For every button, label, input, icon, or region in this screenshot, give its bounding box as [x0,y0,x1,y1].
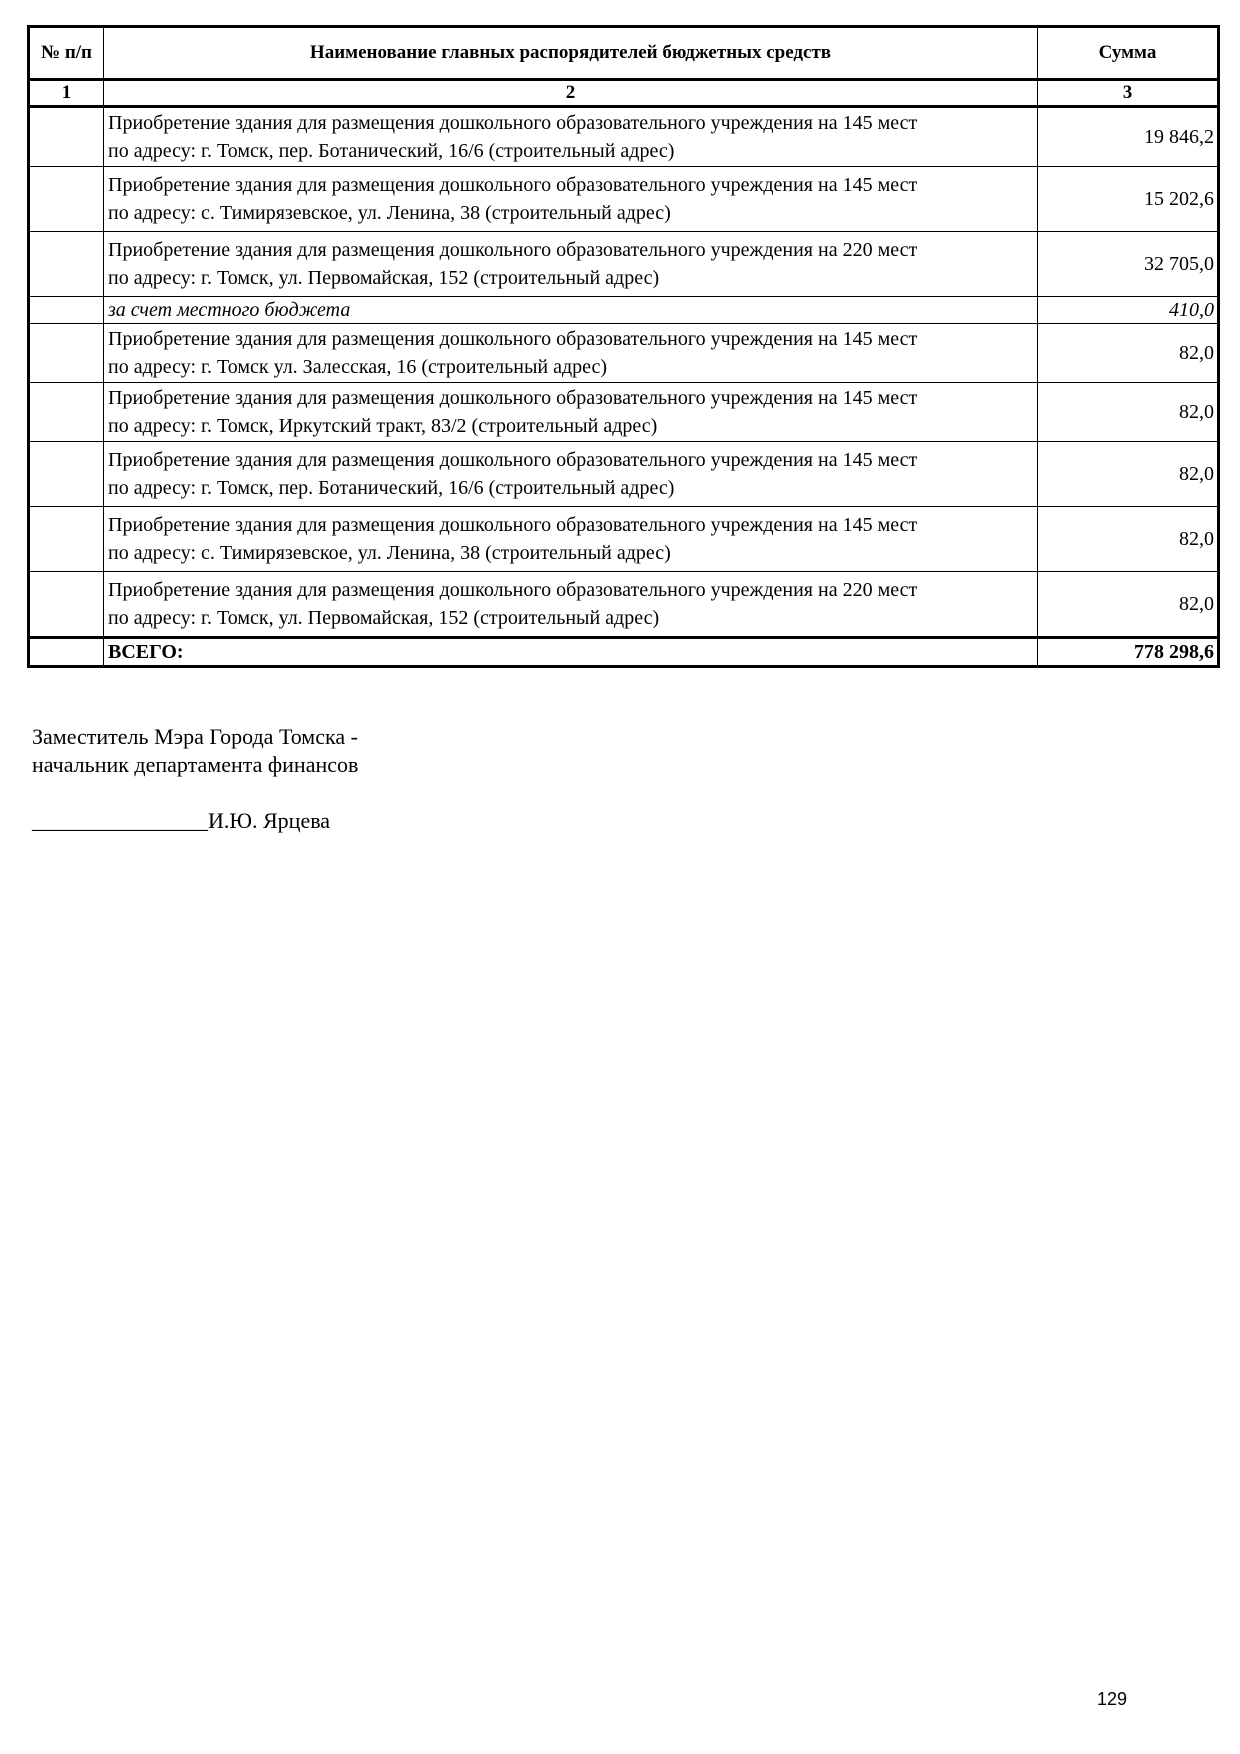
row-sum: 82,0 [1038,572,1219,638]
table-header-row [29,27,1219,80]
row-sum: 82,0 [1038,507,1219,572]
header-number: № п/п [29,27,104,80]
signature-title [32,723,358,779]
row-number [29,232,104,297]
row-name-line1: Приобретение здания для размещения дошкольного образовательного учреждения на 220 мест [108,239,918,261]
signature-title-line1: Заместитель Мэра Города Томска - [32,724,358,749]
page-number: 129 [1097,1689,1128,1709]
row-name [104,383,1038,442]
total-sum: 778 298,6 [1038,638,1219,667]
table-row [29,324,1219,383]
row-name-line1: Приобретение здания для размещения дошкольного образовательного учреждения на 145 мест [108,328,918,350]
row-name-line2: по адресу: г. Томск, пер. Ботанический, 16/6 (строительный адрес) [108,140,675,162]
header-sum: Сумма [1038,27,1219,80]
subtotal-row [29,297,1219,324]
row-sum: 82,0 [1038,324,1219,383]
row-name-line1: Приобретение здания для размещения дошкольного образовательного учреждения на 145 мест [108,387,918,409]
row-sum: 15 202,6 [1038,167,1219,232]
row-number [29,507,104,572]
table-row [29,107,1219,167]
row-name [104,507,1038,572]
row-name-line1: Приобретение здания для размещения дошкольного образовательного учреждения на 145 мест [108,112,918,134]
row-name-line1: Приобретение здания для размещения дошкольного образовательного учреждения на 145 мест [108,174,918,196]
row-name-line2: по адресу: г. Томск, Иркутский тракт, 83/2 (строительный адрес) [108,415,658,437]
row-number [29,383,104,442]
total-label: ВСЕГО: [104,638,1038,667]
row-number [29,167,104,232]
budget-table [27,25,1220,668]
signature-title-line2: начальник департамента финансов [32,752,359,777]
column-number-1: 1 [29,80,104,107]
subtotal-label: за счет местного бюджета [104,297,1038,324]
row-name-line2: по адресу: с. Тимирязевское, ул. Ленина, 38 (строительный адрес) [108,202,671,224]
row-number [29,297,104,324]
row-name [104,572,1038,638]
table-row [29,167,1219,232]
row-name-line1: Приобретение здания для размещения дошкольного образовательного учреждения на 220 мест [108,579,918,601]
column-number-2: 2 [104,80,1038,107]
table-row [29,383,1219,442]
total-row [29,638,1219,667]
signature-line: ________________И.Ю. Ярцева [32,808,331,833]
total-number [29,638,104,667]
row-name [104,324,1038,383]
table-row [29,232,1219,297]
row-name [104,232,1038,297]
subtotal-sum: 410,0 [1038,297,1219,324]
row-name-line1: Приобретение здания для размещения дошкольного образовательного учреждения на 145 мест [108,449,918,471]
table-row [29,572,1219,638]
row-sum: 32 705,0 [1038,232,1219,297]
row-number [29,572,104,638]
column-numbering-row [29,80,1219,107]
row-name-line2: по адресу: г. Томск, пер. Ботанический, 16/6 (строительный адрес) [108,477,675,499]
header-name: Наименование главных распорядителей бюджетных средств [104,27,1038,80]
column-number-3: 3 [1038,80,1219,107]
row-name [104,107,1038,167]
row-sum: 19 846,2 [1038,107,1219,167]
table-row [29,507,1219,572]
row-number [29,324,104,383]
row-name-line2: по адресу: г. Томск, ул. Первомайская, 152 (строительный адрес) [108,607,660,629]
row-name-line2: по адресу: г. Томск ул. Залесская, 16 (строительный адрес) [108,356,608,378]
row-name-line2: по адресу: г. Томск, ул. Первомайская, 152 (строительный адрес) [108,267,660,289]
row-name [104,442,1038,507]
row-number [29,442,104,507]
row-sum: 82,0 [1038,383,1219,442]
row-name [104,167,1038,232]
row-name-line1: Приобретение здания для размещения дошкольного образовательного учреждения на 145 мест [108,514,918,536]
row-name-line2: по адресу: с. Тимирязевское, ул. Ленина, 38 (строительный адрес) [108,542,671,564]
row-number [29,107,104,167]
table-row [29,442,1219,507]
row-sum: 82,0 [1038,442,1219,507]
